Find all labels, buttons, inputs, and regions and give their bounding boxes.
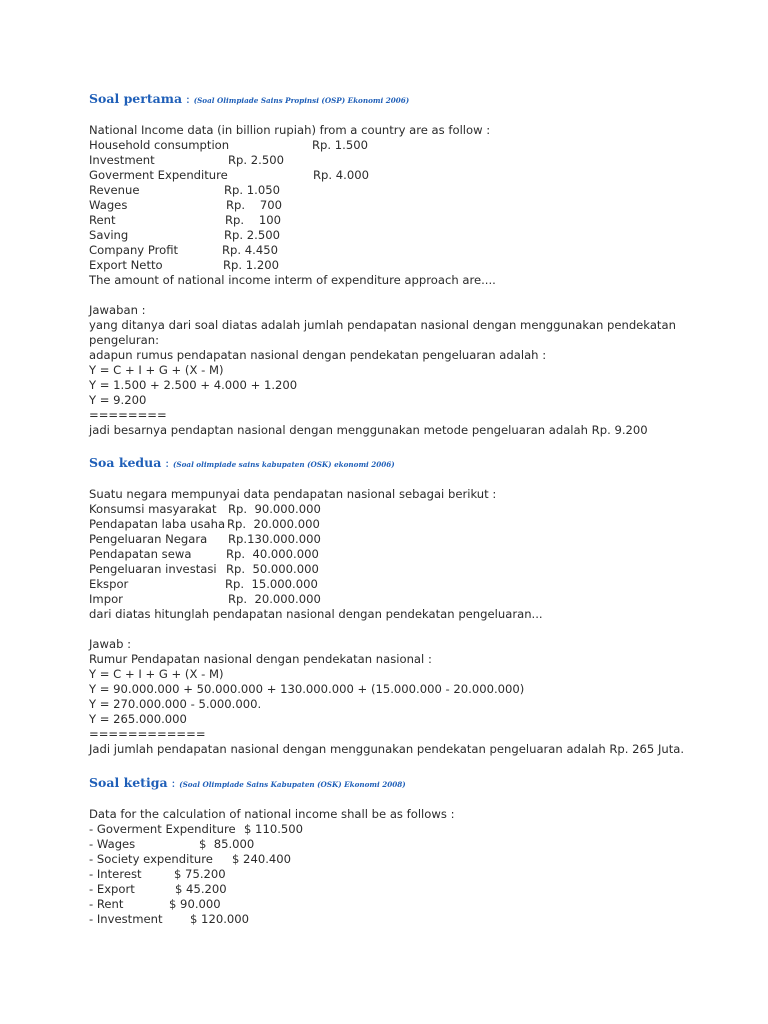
section-heading: Soal pertama (89, 91, 183, 106)
answer-line: Y = 9.200 (89, 393, 147, 407)
data-row-value: Rp. 4.000 (313, 168, 369, 182)
data-row (89, 213, 749, 228)
section-source: (Soal olimpiade sains kabupaten (OSK) ekonomi 2006) (173, 460, 395, 469)
data-row-label: Ekspor (89, 577, 129, 591)
data-row-value: Rp. 1.500 (312, 138, 368, 152)
data-row-label: Wages (89, 198, 128, 212)
data-table (89, 502, 749, 607)
data-row (89, 562, 749, 577)
data-row-label: Rent (89, 213, 116, 227)
answer-line: Y = 265.000.000 (89, 712, 187, 726)
data-row-label: Revenue (89, 183, 140, 197)
data-row-value: $ 90.000 (169, 897, 221, 911)
answer-line: Y = C + I + G + (X - M) (89, 363, 224, 377)
data-row-label: Company Profit (89, 243, 179, 257)
data-row-value: Rp. 4.450 (222, 243, 278, 257)
data-row-label: - Rent (89, 897, 124, 911)
data-row (89, 837, 749, 852)
answer-line: Y = C + I + G + (X - M) (89, 667, 224, 681)
question-intro: National Income data (in billion rupiah) from a country are as follow : (89, 123, 491, 137)
data-row (89, 867, 749, 882)
heading-colon: : (167, 776, 180, 790)
heading-colon: : (182, 92, 194, 106)
answer-label: Jawab : (89, 637, 132, 651)
data-row-value: Rp. 40.000.000 (226, 547, 319, 561)
data-row-value: Rp. 1.050 (224, 183, 280, 197)
question-intro: Data for the calculation of national income shall be as follows : (89, 807, 455, 821)
data-row (89, 258, 749, 273)
answer-line: Y = 90.000.000 + 50.000.000 + 130.000.000 + (15.000.000 - 20.000.000) (89, 682, 525, 696)
section-heading-line (89, 454, 749, 472)
data-row (89, 517, 749, 532)
data-row-label: - Investment (89, 912, 163, 926)
data-row-value: Rp. 2.500 (228, 153, 284, 167)
data-row (89, 852, 749, 867)
data-row-label: Pengeluaran Negara (89, 532, 208, 546)
data-row-label: Pengeluaran investasi (89, 562, 217, 576)
answer-line: Y = 270.000.000 - 5.000.000. (89, 697, 262, 711)
data-row (89, 897, 749, 912)
data-row-value: Rp. 700 (226, 198, 282, 212)
data-row-value: $ 240.400 (232, 852, 292, 866)
data-row-value: Rp. 1.200 (223, 258, 279, 272)
data-row-value: Rp. 2.500 (224, 228, 280, 242)
data-row-label: - Interest (89, 867, 142, 881)
question-text: dari diatas hitunglah pendapatan nasional dengan pendekatan pengeluaran... (89, 607, 543, 621)
data-row-label: Impor (89, 592, 123, 606)
section-source: (Soal Olimpiade Sains Propinsi (OSP) Ekonomi 2006) (193, 96, 410, 105)
document-page (89, 90, 749, 927)
data-row-label: Pendapatan laba usaha (89, 517, 226, 531)
question-section-2 (89, 454, 749, 757)
answer-line: ======== (89, 408, 167, 422)
data-row (89, 228, 749, 243)
data-table (89, 822, 749, 927)
answer-line: ============ (89, 727, 206, 741)
data-row-label: Household consumption (89, 138, 230, 152)
data-row-label: - Goverment Expenditure (89, 822, 236, 836)
data-row-value: $ 85.000 (199, 837, 255, 851)
data-row (89, 822, 749, 837)
question-section-1 (89, 90, 749, 438)
answer-line: Jadi jumlah pendapatan nasional dengan menggunakan pendekatan pengeluaran adalah Rp. 265 Juta. (89, 742, 685, 756)
data-row-label: Saving (89, 228, 129, 242)
data-row-value: Rp. 20.000.000 (227, 517, 320, 531)
data-row (89, 138, 749, 153)
data-row-value: Rp. 15.000.000 (225, 577, 318, 591)
section-heading: Soal ketiga (89, 775, 168, 790)
data-row (89, 168, 749, 183)
data-row (89, 547, 749, 562)
data-row-value: Rp. 50.000.000 (226, 562, 319, 576)
data-row (89, 153, 749, 168)
answer-body (89, 318, 749, 438)
section-heading-line (89, 90, 749, 108)
data-row (89, 592, 749, 607)
data-row-label: Konsumsi masyarakat (89, 502, 217, 516)
data-row-label: Investment (89, 153, 155, 167)
data-row (89, 243, 749, 258)
data-table (89, 138, 749, 273)
question-intro: Suatu negara mempunyai data pendapatan nasional sebagai berikut : (89, 487, 497, 501)
heading-colon: : (161, 456, 174, 470)
data-row-label: Export Netto (89, 258, 163, 272)
answer-body (89, 652, 749, 757)
data-row (89, 882, 749, 897)
answer-line: adapun rumus pendapatan nasional dengan pendekatan pengeluaran adalah : (89, 348, 547, 362)
answer-line: pengeluran: (89, 333, 160, 347)
data-row (89, 502, 749, 517)
data-row-value: $ 75.200 (174, 867, 226, 881)
data-row-value: $ 120.000 (190, 912, 250, 926)
data-row-value: Rp.130.000.000 (228, 532, 321, 546)
data-row-value: $ 110.500 (244, 822, 304, 836)
data-row-label: - Wages (89, 837, 136, 851)
data-row (89, 532, 749, 547)
section-source: (Soal Olimpiade Sains Kabupaten (OSK) Ekonomi 2008) (179, 780, 406, 789)
data-row-label: Goverment Expenditure (89, 168, 228, 182)
question-section-3 (89, 774, 749, 927)
data-row (89, 577, 749, 592)
data-row-value: Rp. 90.000.000 (228, 502, 321, 516)
section-heading: Soa kedua (89, 455, 162, 470)
data-row (89, 912, 749, 927)
data-row-value: Rp. 100 (225, 213, 281, 227)
data-row-value: Rp. 20.000.000 (228, 592, 321, 606)
data-row-label: - Export (89, 882, 135, 896)
answer-line: Y = 1.500 + 2.500 + 4.000 + 1.200 (89, 378, 298, 392)
question-text: The amount of national income interm of expenditure approach are.... (89, 273, 496, 287)
data-row-label: - Society expenditure (89, 852, 213, 866)
data-row (89, 198, 749, 213)
answer-line: yang ditanya dari soal diatas adalah jumlah pendapatan nasional dengan menggunakan pendekatan (89, 318, 676, 332)
answer-line: Rumur Pendapatan nasional dengan pendekatan nasional : (89, 652, 432, 666)
data-row-label: Pendapatan sewa (89, 547, 192, 561)
answer-label: Jawaban : (89, 303, 146, 317)
data-row (89, 183, 749, 198)
answer-line: jadi besarnya pendaptan nasional dengan menggunakan metode pengeluaran adalah Rp. 9.200 (89, 423, 648, 437)
section-heading-line (89, 774, 749, 792)
data-row-value: $ 45.200 (175, 882, 227, 896)
